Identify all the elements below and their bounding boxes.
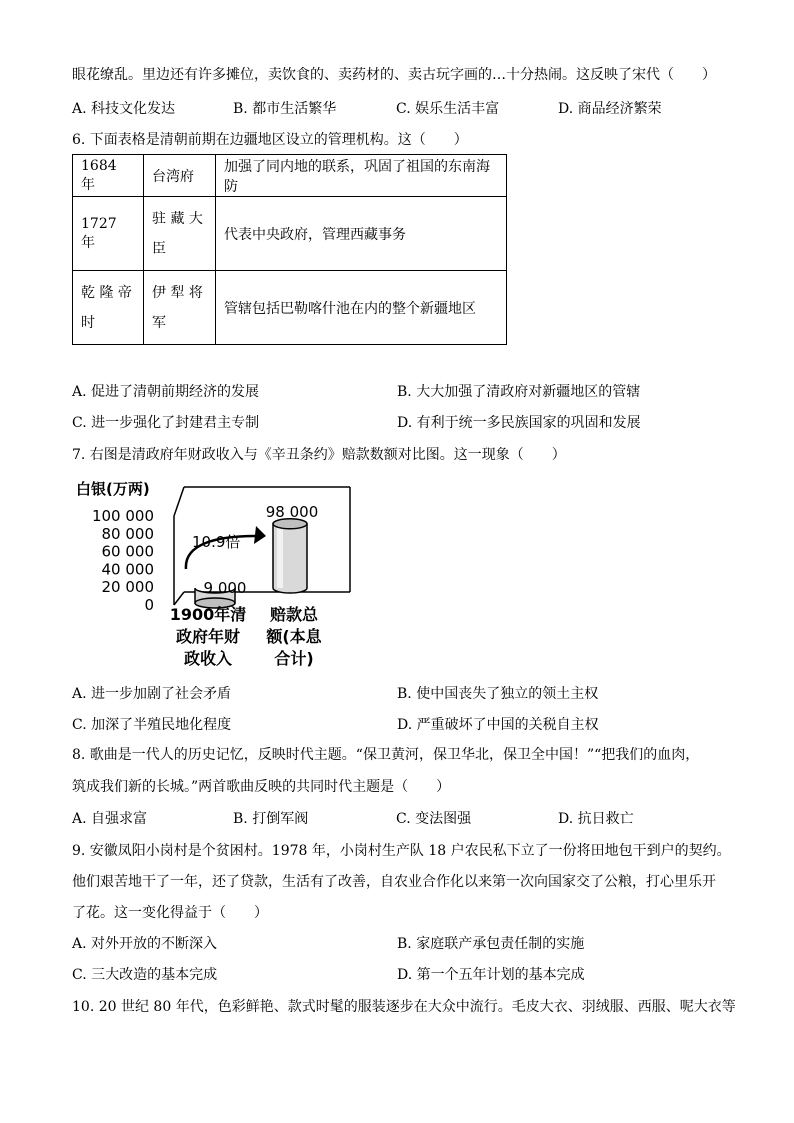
chart-category-label: 政府年财 — [175, 627, 241, 646]
table-cell-org: 驻 藏 大 臣 — [144, 197, 216, 271]
chart-frame-top-left — [174, 487, 184, 516]
table-cell-desc: 加强了同内地的联系，巩固了祖国的东南海防 — [216, 155, 507, 197]
table-cell-org: 台湾府 — [144, 155, 216, 197]
q7-comparison-chart — [66, 474, 356, 674]
table-cell-time: 乾 隆 帝 时 — [73, 271, 144, 345]
chart-bar-highlight — [277, 524, 283, 588]
q9-option-b[interactable]: B. 家庭联产承包责任制的实施 — [397, 936, 585, 952]
chart-category-label: 赔款总 — [269, 605, 319, 624]
table-row — [73, 197, 507, 271]
q9-stem-line2: 他们艰苦地干了一年，还了贷款，生活有了改善，自农业合作化以来第一次向国家交了公粮，打心里乐开 — [72, 874, 716, 890]
chart-annotation: 10.9倍 — [192, 533, 241, 551]
q7-stem: 7. 右图是清政府年财政收入与《辛丑条约》赔款数额对比图。这一现象（ ） — [72, 447, 566, 463]
chart-category-label: 1900年清 — [169, 605, 247, 624]
q8-option-a[interactable]: A. 自强求富 — [72, 811, 148, 827]
q6-option-d[interactable]: D. 有利于统一多民族国家的巩固和发展 — [397, 415, 641, 431]
table-cell-desc: 代表中央政府，管理西藏事务 — [216, 197, 507, 271]
chart-ylabel: 白银(万两) — [76, 480, 150, 498]
q5-option-b[interactable]: B. 都市生活繁华 — [233, 101, 337, 117]
chart-ytick-label: 60 000 — [101, 542, 154, 561]
q9-option-a[interactable]: A. 对外开放的不断深入 — [72, 936, 218, 952]
q8-stem-line2: 筑成我们新的长城。”两首歌曲反映的共同时代主题是（ ） — [72, 779, 451, 795]
growth-arrowhead — [254, 526, 266, 544]
q9-option-c[interactable]: C. 三大改造的基本完成 — [72, 967, 218, 983]
q9-stem-line3: 了花。这一变化得益于（ ） — [72, 905, 268, 921]
chart-ytick-label: 100 000 — [91, 507, 154, 525]
table-cell-org: 伊 犁 将 军 — [144, 271, 216, 345]
q6-option-b[interactable]: B. 大大加强了清政府对新疆地区的管辖 — [397, 384, 641, 400]
q6-stem: 6. 下面表格是清朝前期在边疆地区设立的管理机构。这（ ） — [72, 132, 468, 148]
q6-management-table — [72, 154, 507, 345]
q5-option-c[interactable]: C. 娱乐生活丰富 — [396, 101, 500, 117]
q6-option-a[interactable]: A. 促进了清朝前期经济的发展 — [72, 384, 260, 400]
q6-option-c[interactable]: C. 进一步强化了封建君主专制 — [72, 415, 260, 431]
chart-ytick-label: 0 — [144, 596, 154, 614]
chart-category-label: 政收入 — [183, 649, 233, 668]
q9-option-d[interactable]: D. 第一个五年计划的基本完成 — [397, 967, 585, 983]
q5-stem-tail: 眼花缭乱。里边还有许多摊位，卖饮食的、卖药材的、卖古玩字画的…十分热闹。这反映了宋代（ ） — [72, 67, 716, 83]
chart-ytick-label: 80 000 — [101, 524, 154, 543]
q7-option-c[interactable]: C. 加深了半殖民地化程度 — [72, 717, 232, 733]
q8-stem-line1: 8. 歌曲是一代人的历史记忆，反映时代主题。“保卫黄河，保卫华北，保卫全中国！”“把我们的血肉， — [72, 747, 700, 763]
q8-option-d[interactable]: D. 抗日救亡 — [558, 811, 634, 827]
q7-option-a[interactable]: A. 进一步加剧了社会矛盾 — [72, 686, 232, 702]
q7-option-b[interactable]: B. 使中国丧失了独立的领土主权 — [397, 686, 599, 702]
q8-option-b[interactable]: B. 打倒军阀 — [233, 811, 309, 827]
chart-ytick-label: 20 000 — [101, 578, 154, 597]
q9-stem-line1: 9. 安徽凤阳小岗村是个贫困村。1978 年，小岗村生产队 18 户农民私下立了一份将田地包干到户的契约。 — [72, 843, 731, 859]
chart-category-label: 合计) — [274, 649, 314, 668]
q8-option-c[interactable]: C. 变法图强 — [396, 811, 472, 827]
table-row — [73, 155, 507, 197]
q7-option-d[interactable]: D. 严重破坏了中国的关税自主权 — [397, 717, 599, 733]
q5-option-d[interactable]: D. 商品经济繁荣 — [558, 101, 662, 117]
q5-option-a[interactable]: A. 科技文化发达 — [72, 101, 176, 117]
table-row — [73, 271, 507, 345]
table-cell-time: 1727 年 — [73, 197, 144, 271]
chart-ytick-label: 40 000 — [101, 560, 154, 579]
chart-frame-bottom-left — [174, 592, 184, 605]
chart-value-label: 9 000 — [203, 578, 247, 597]
table-cell-desc: 管辖包括巴勒喀什池在内的整个新疆地区 — [216, 271, 507, 345]
chart-category-label: 额(本息 — [266, 627, 322, 646]
chart-value-label: 98 000 — [265, 502, 319, 521]
q10-stem: 10. 20 世纪 80 年代，色彩鲜艳、款式时髦的服装逐步在大众中流行。毛皮大衣、羽绒服、西服、呢大衣等 — [72, 999, 736, 1015]
table-cell-time: 1684 年 — [73, 155, 144, 197]
